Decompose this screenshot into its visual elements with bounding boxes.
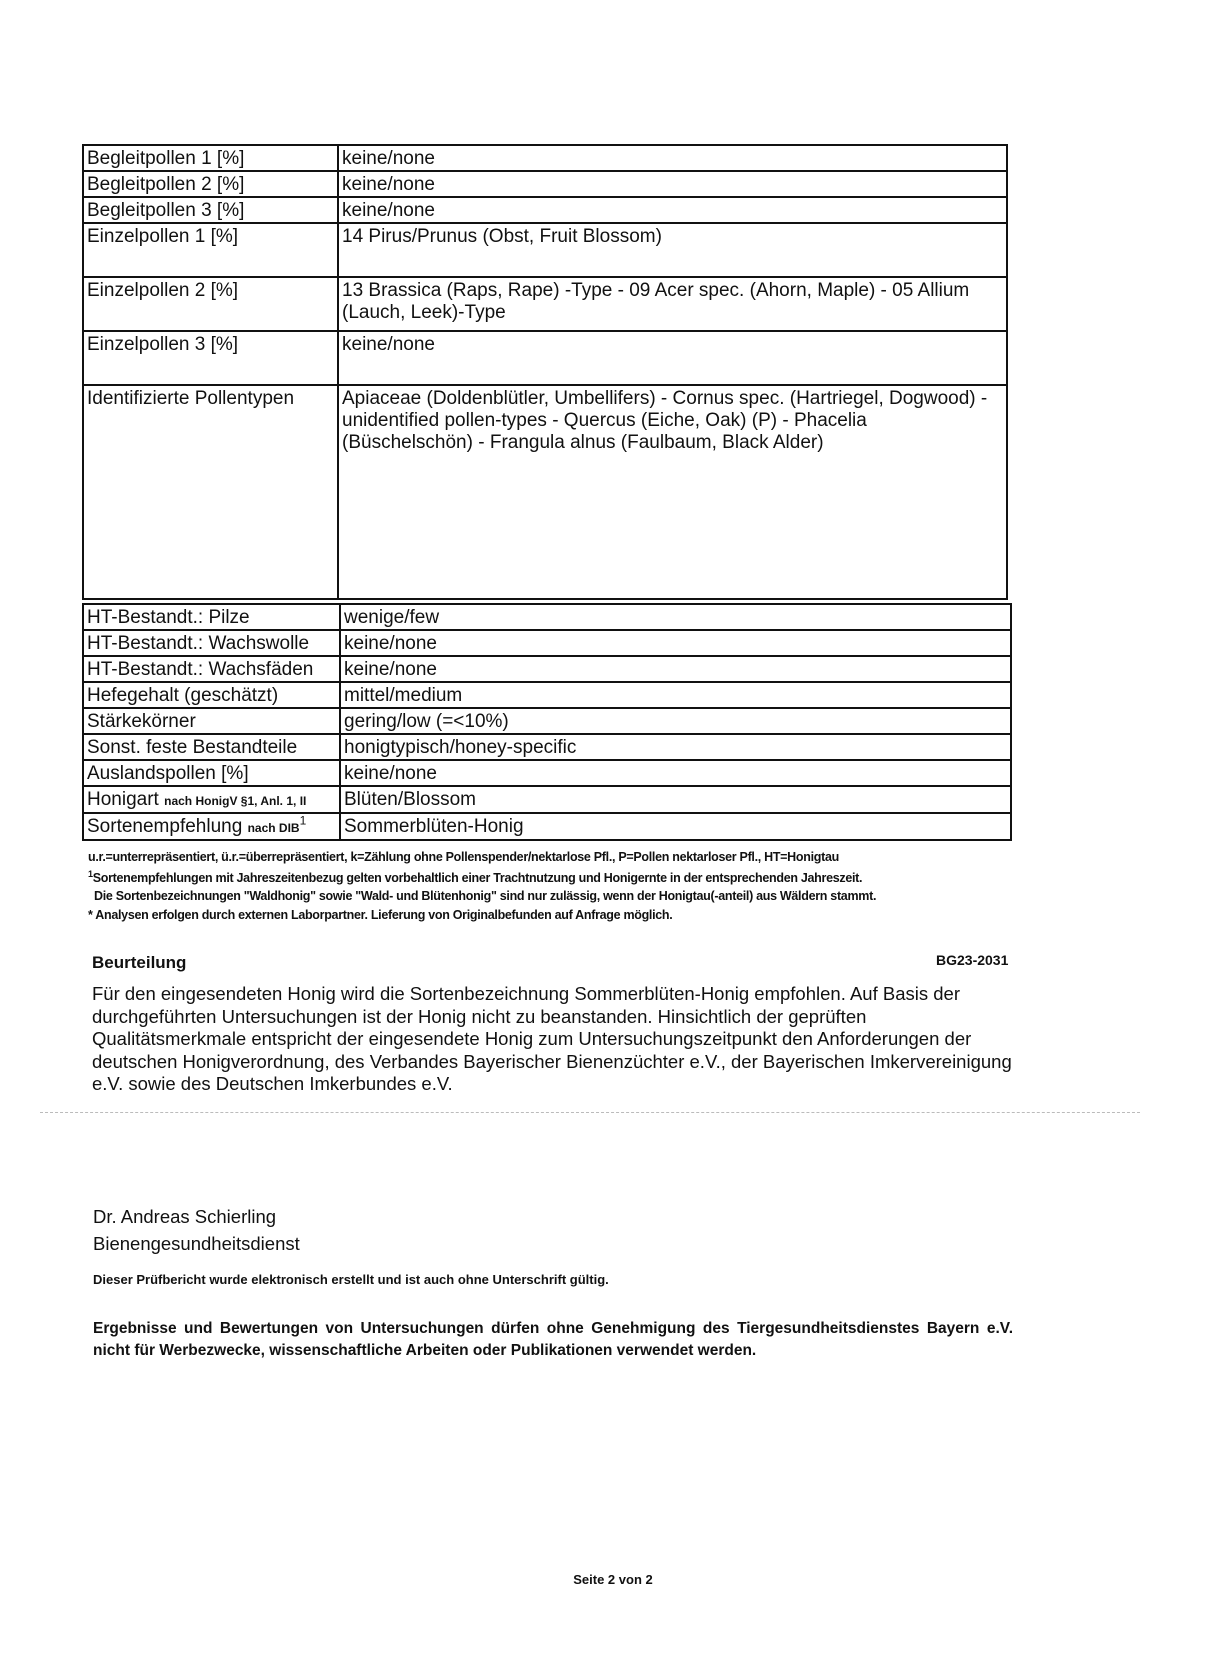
row-label: Begleitpollen 1 [%] bbox=[83, 145, 338, 171]
pollen-table bbox=[82, 144, 1008, 600]
honey-properties-table bbox=[82, 603, 1012, 841]
sorte-label-text: Sortenempfehlung bbox=[87, 816, 243, 837]
row-value: gering/low (=<10%) bbox=[340, 708, 1011, 734]
honigart-label-small: nach HonigV §1, Anl. 1, II bbox=[164, 794, 307, 808]
table-row bbox=[83, 656, 1011, 682]
row-label: Stärkekörner bbox=[83, 708, 340, 734]
row-label: HT-Bestandt.: Wachsfäden bbox=[83, 656, 340, 682]
row-label: Einzelpollen 2 [%] bbox=[83, 277, 338, 331]
sorte-footnote-mark: 1 bbox=[299, 813, 307, 828]
table-row bbox=[83, 630, 1011, 656]
row-value: keine/none bbox=[340, 656, 1011, 682]
row-value: keine/none bbox=[338, 171, 1007, 197]
table-row-sorte bbox=[83, 813, 1011, 840]
page-number: Seite 2 von 2 bbox=[573, 1572, 653, 1587]
table-row bbox=[83, 331, 1007, 385]
signer-name: Dr. Andreas Schierling bbox=[93, 1206, 277, 1227]
honigart-label bbox=[83, 786, 340, 813]
row-label: Hefegehalt (geschätzt) bbox=[83, 682, 340, 708]
row-value: Apiaceae (Doldenblütler, Umbellifers) - Cornus spec. (Hartriegel, Dogwood) - unidentified pollen-types - Quercus (Eiche, Oak) (P) - Phacelia (Büschelschön) - Frangula alnus (Faulbaum, Black Alder) bbox=[338, 385, 1007, 599]
divider bbox=[40, 1112, 1140, 1113]
table-row bbox=[83, 277, 1007, 331]
honigart-label-text: Honigart bbox=[87, 789, 159, 810]
sorte-label-small: nach DIB bbox=[247, 821, 300, 835]
sorte-value: Sommerblüten-Honig bbox=[340, 813, 1011, 840]
table-row bbox=[83, 682, 1011, 708]
table-row bbox=[83, 223, 1007, 277]
row-label: HT-Bestandt.: Wachswolle bbox=[83, 630, 340, 656]
footnote-lab: * Analysen erfolgen durch externen Laborpartner. Lieferung von Originalbefunden auf Anfrage möglich. bbox=[88, 908, 673, 922]
row-value: wenige/few bbox=[340, 604, 1011, 630]
row-value: keine/none bbox=[338, 197, 1007, 223]
signer-department: Bienengesundheitsdienst bbox=[93, 1233, 300, 1254]
row-value: honigtypisch/honey-specific bbox=[340, 734, 1011, 760]
table-row bbox=[83, 197, 1007, 223]
row-value: mittel/medium bbox=[340, 682, 1011, 708]
row-label: Einzelpollen 1 [%] bbox=[83, 223, 338, 277]
footnote-season-text: Sortenempfehlungen mit Jahreszeitenbezug gelten vorbehaltlich einer Trachtnutzung und Honigernte in der entsprechenden Jahreszeit. bbox=[92, 871, 863, 886]
table-row bbox=[83, 171, 1007, 197]
row-label: Einzelpollen 3 [%] bbox=[83, 331, 338, 385]
table-row bbox=[83, 604, 1011, 630]
table-row-honigart bbox=[83, 786, 1011, 813]
row-value: keine/none bbox=[340, 760, 1011, 786]
table-row bbox=[83, 734, 1011, 760]
sorte-label bbox=[83, 813, 340, 840]
assessment-text: Für den eingesendeten Honig wird die Sortenbezeichnung Sommerblüten-Honig empfohlen. Auf Basis der durchgeführten Untersuchungen ist der Honig nicht zu beanstanden. Hinsichtlich der geprüften Qualitätsmerkmale entspricht der eingesendete Honig zum Untersuchungszeitpunkt den Anforderungen der deutschen Honigverordnung, des Verbandes Bayerischer Bienenzüchter e.V., der Bayerischen Imkervereinigung e.V. sowie des Deutschen Imkerbundes e.V. bbox=[92, 983, 1012, 1094]
usage-disclaimer: Ergebnisse und Bewertungen von Untersuchungen dürfen ohne Genehmigung des Tiergesundheitsdienstes Bayern e.V. nicht für Werbezwecke, wissenschaftliche Arbeiten oder Publikationen verwendet werden. bbox=[93, 1320, 1013, 1359]
row-label: HT-Bestandt.: Pilze bbox=[83, 604, 340, 630]
table-row bbox=[83, 145, 1007, 171]
table-row bbox=[83, 708, 1011, 734]
electronic-signature-note: Dieser Prüfbericht wurde elektronisch erstellt und ist auch ohne Unterschrift gültig. bbox=[93, 1272, 609, 1287]
assessment-heading: Beurteilung bbox=[92, 953, 187, 972]
row-label: Auslandspollen [%] bbox=[83, 760, 340, 786]
honigart-value: Blüten/Blossom bbox=[340, 786, 1011, 813]
row-label: Begleitpollen 3 [%] bbox=[83, 197, 338, 223]
footnote-abbreviations: u.r.=unterrepräsentiert, ü.r.=überrepräsentiert, k=Zählung ohne Pollenspender/nektarlose Pfl., P=Pollen nektarloser Pfl., HT=Honigtau bbox=[88, 850, 839, 864]
footnote-season bbox=[88, 869, 862, 885]
row-value: keine/none bbox=[340, 630, 1011, 656]
row-value: 13 Brassica (Raps, Rape) -Type - 09 Acer spec. (Ahorn, Maple) - 05 Allium (Lauch, Leek)-Type bbox=[338, 277, 1007, 331]
row-value: keine/none bbox=[338, 145, 1007, 171]
footnote-waldhonig: Die Sortenbezeichnungen "Waldhonig" sowie "Wald- und Blütenhonig" sind nur zulässig, wenn der Honigtau(-anteil) aus Wäldern stammt. bbox=[94, 889, 877, 903]
row-value: keine/none bbox=[338, 331, 1007, 385]
table-row bbox=[83, 760, 1011, 786]
row-label: Sonst. feste Bestandteile bbox=[83, 734, 340, 760]
footnote-mark: 1 bbox=[88, 869, 93, 879]
table-row bbox=[83, 385, 1007, 599]
row-value: 14 Pirus/Prunus (Obst, Fruit Blossom) bbox=[338, 223, 1007, 277]
row-label: Identifizierte Pollentypen bbox=[83, 385, 338, 599]
report-reference: BG23-2031 bbox=[936, 952, 1009, 968]
row-label: Begleitpollen 2 [%] bbox=[83, 171, 338, 197]
